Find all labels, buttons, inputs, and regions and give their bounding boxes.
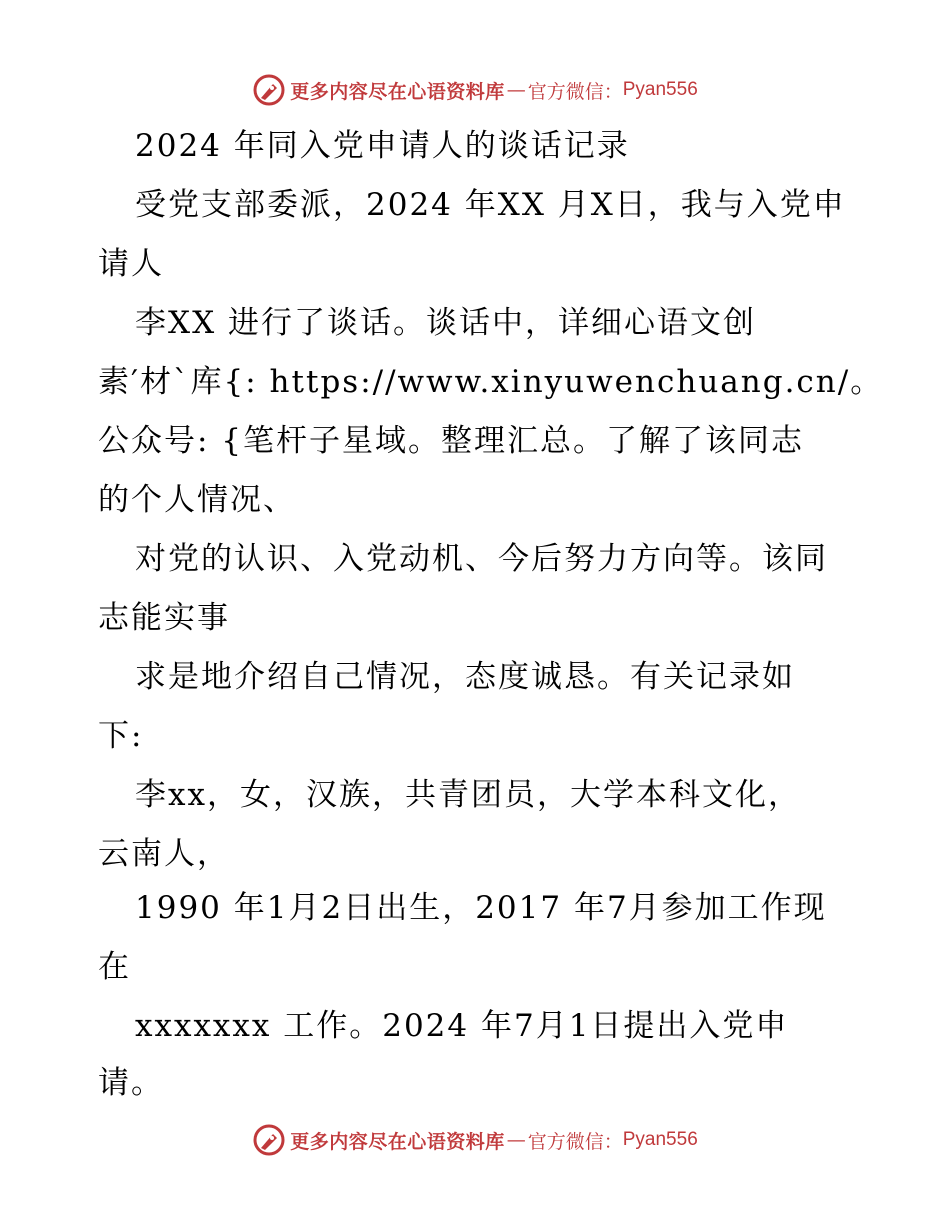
paragraph-line: 对党的认识、入党动机、今后努力方向等。该同: [135, 541, 828, 577]
footer-banner: [0, 1120, 950, 1160]
banner-text: 更多内容尽在心语资料库: [290, 1130, 505, 1153]
banner-wechat-label: 官方微信：: [527, 1130, 623, 1153]
paragraph-line-url: 素′材`库{: https://www.xinyuwenchuang.cn/。: [98, 364, 884, 400]
paragraph-line: 受党支部委派，2024 年XX 月X日，我与入党申: [135, 187, 846, 223]
paragraph-line: 公众号: {笔杆子星域。整理汇总。了解了该同志: [98, 423, 805, 459]
banner-separator: —: [506, 1129, 526, 1151]
pen-nib-logo-icon: [252, 73, 286, 107]
banner-wechat-id: Pyan556: [622, 79, 698, 100]
banner-wechat-id: Pyan556: [622, 1129, 698, 1150]
paragraph-line: 下:: [98, 718, 144, 754]
header-banner: [0, 70, 950, 110]
paragraph-line: 的个人情况、: [98, 482, 296, 518]
paragraph-line: 李xx，女，汉族，共青团员，大学本科文化，: [135, 777, 801, 813]
banner-text: 更多内容尽在心语资料库: [290, 80, 505, 103]
paragraph-line: 在: [98, 949, 131, 985]
banner-wechat-label: 官方微信：: [527, 80, 623, 103]
paragraph-line: 求是地介绍自己情况，态度诚恳。有关记录如: [135, 659, 795, 695]
paragraph-line: xxxxxxx 工作。2024 年7月1日提出入党申: [135, 1008, 789, 1044]
paragraph-line: 1990 年1月2日出生，2017 年7月参加工作现: [135, 890, 827, 926]
paragraph-line: 请。: [98, 1065, 164, 1101]
pen-nib-logo-icon: [252, 1123, 286, 1157]
paragraph-line: 李XX 进行了谈话。谈话中，详细心语文创: [135, 305, 756, 341]
paragraph-line: 云南人，: [98, 836, 230, 872]
paragraph-line: 志能实事: [98, 600, 230, 636]
document-title: 2024 年同入党申请人的谈话记录: [135, 128, 630, 164]
paragraph-line: 请人: [98, 246, 164, 282]
banner-separator: —: [506, 79, 526, 101]
